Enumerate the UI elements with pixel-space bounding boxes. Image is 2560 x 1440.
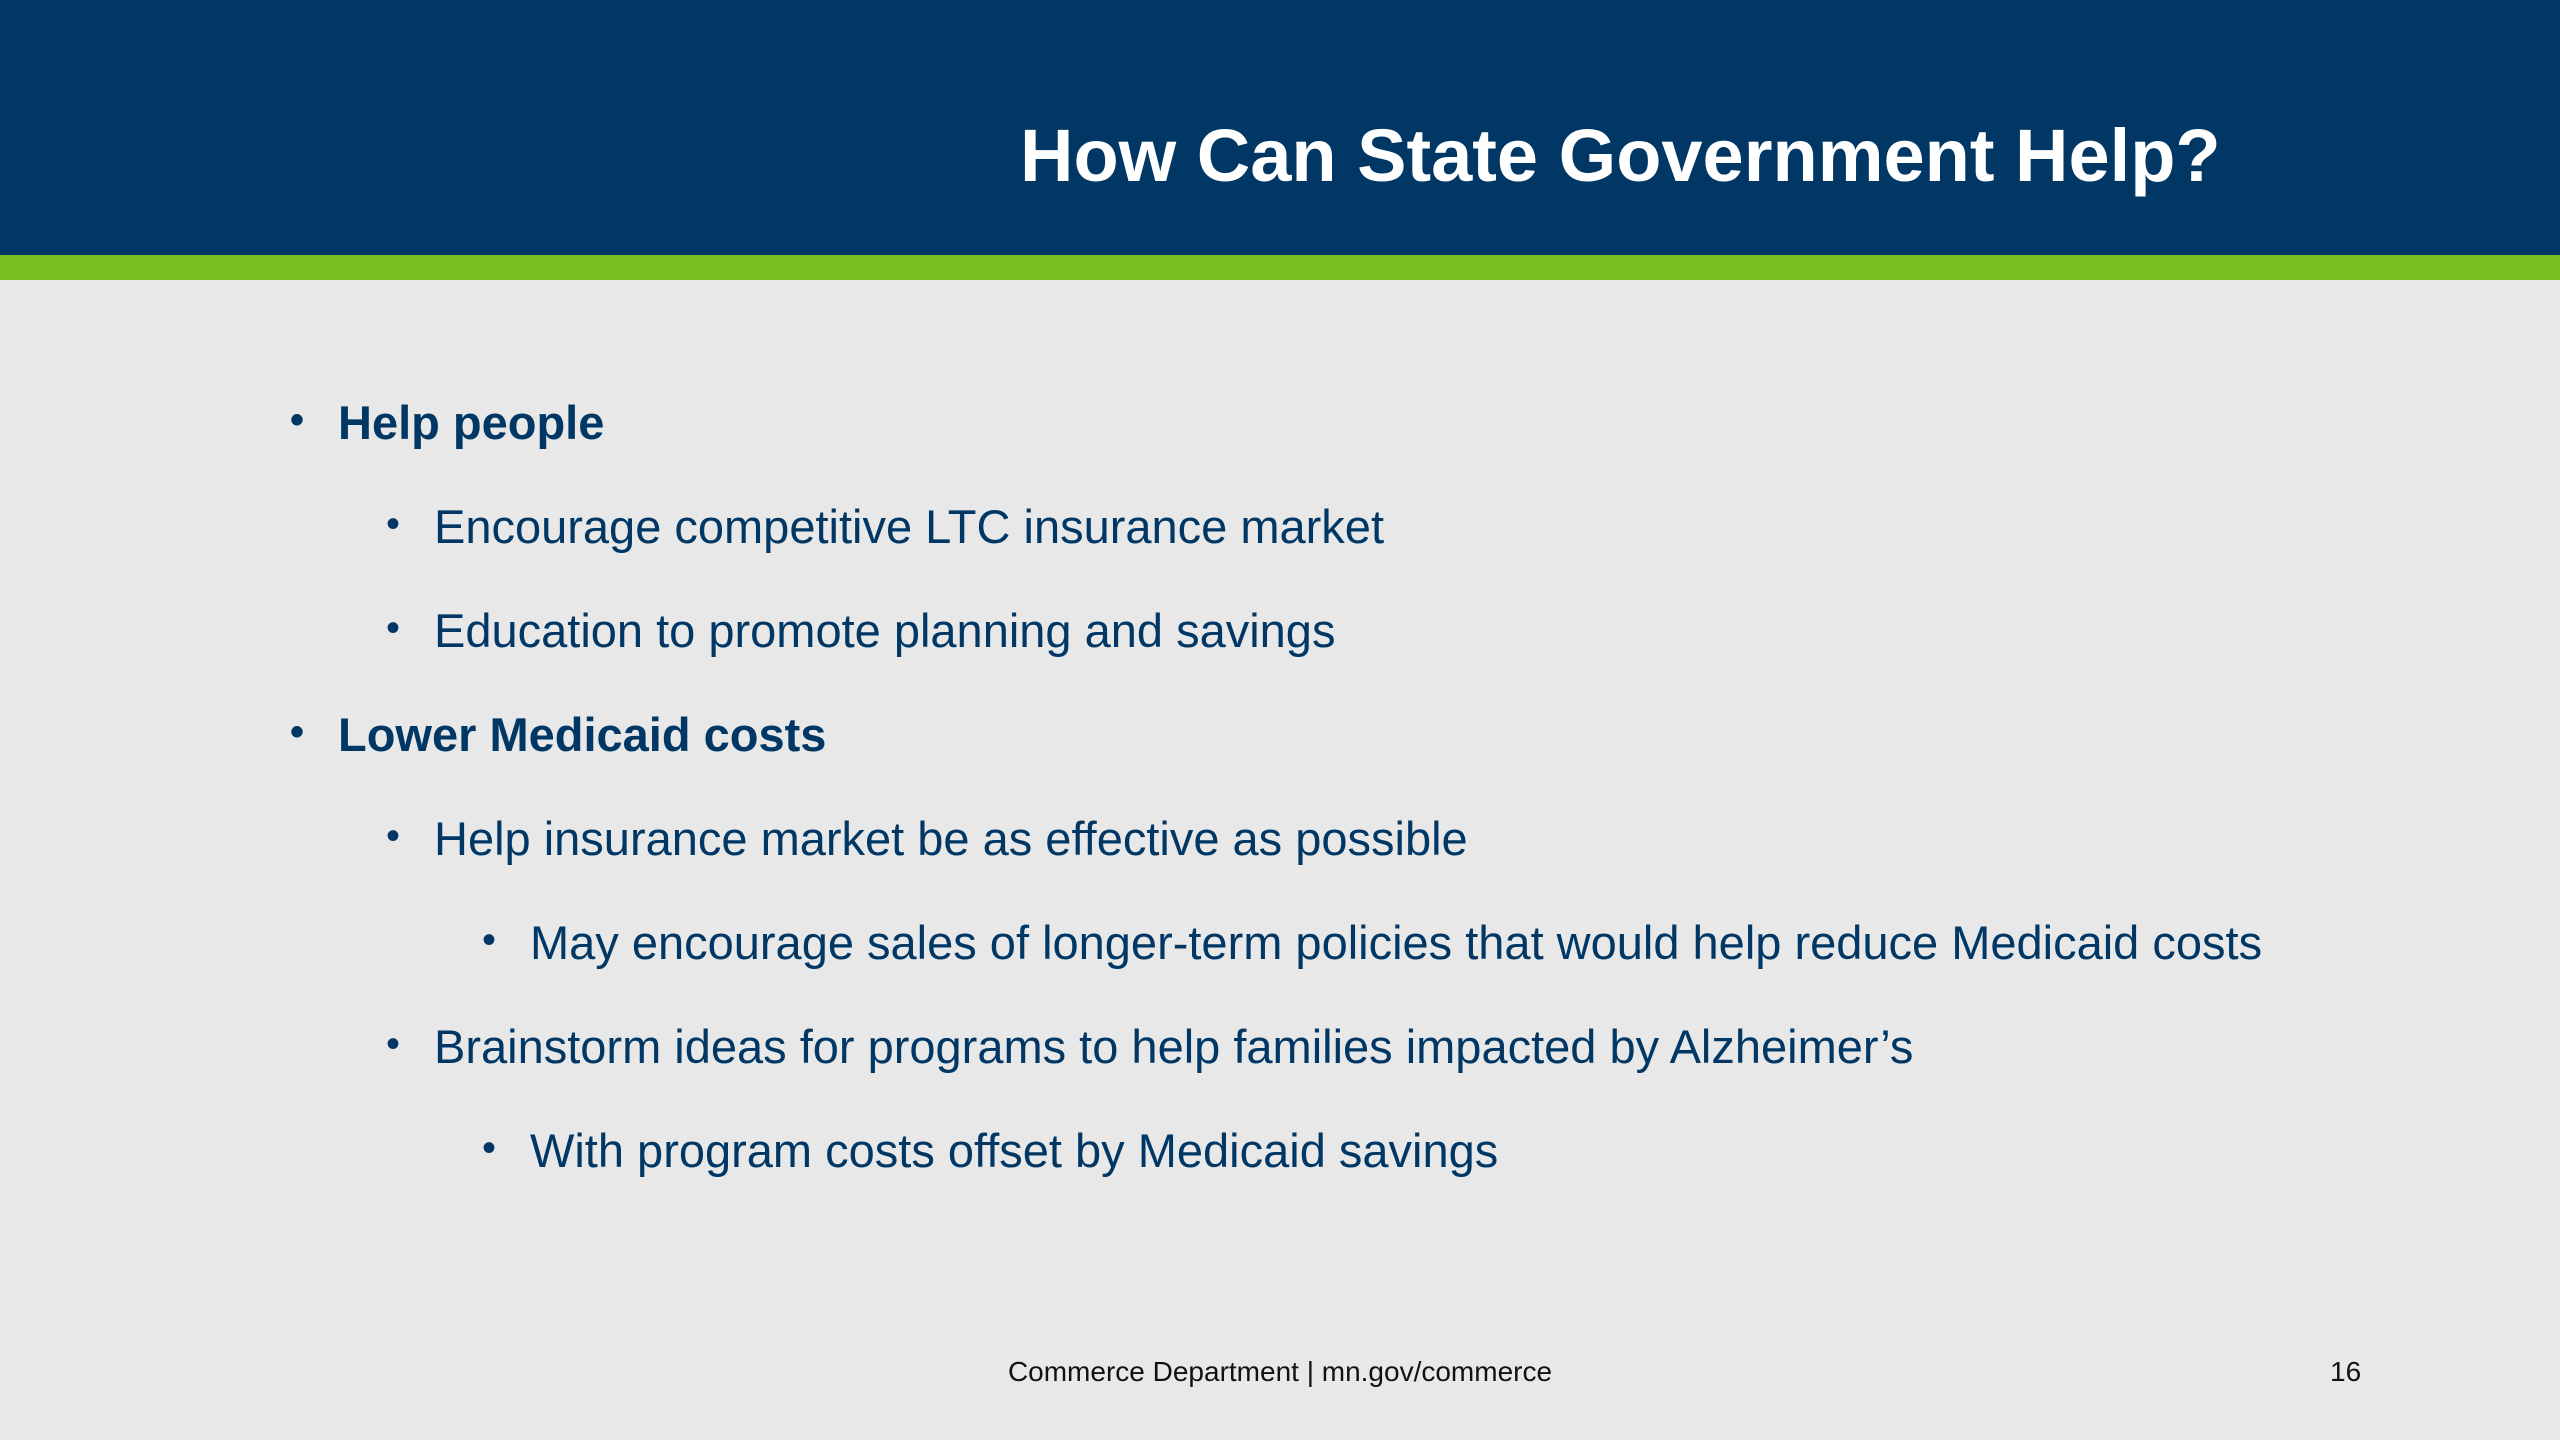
bullet-item	[386, 499, 1384, 554]
bullet-item	[386, 811, 1468, 866]
bullet-dot-icon: •	[386, 606, 401, 650]
bullet-dot-icon: •	[482, 1126, 497, 1170]
bullet-text: Help insurance market be as effective as possible	[434, 812, 1468, 865]
bullet-dot-icon: •	[482, 918, 497, 962]
bullet-dot-icon: •	[386, 814, 401, 858]
bullet-dot-icon: •	[386, 1022, 401, 1066]
bullet-item	[386, 603, 1335, 658]
bullet-item	[482, 915, 2262, 970]
bullet-text: May encourage sales of longer-term policies that would help reduce Medicaid costs	[530, 916, 2263, 969]
bullet-text: Education to promote planning and savings	[434, 604, 1336, 657]
bullet-item	[482, 1123, 1498, 1178]
bullet-dot-icon: •	[290, 398, 305, 442]
bullet-item	[386, 1019, 1913, 1074]
bullet-item	[290, 395, 604, 450]
bullet-dot-icon: •	[386, 502, 401, 546]
bullet-text: Brainstorm ideas for programs to help families impacted by Alzheimer’s	[434, 1020, 1914, 1073]
bullet-text: Help people	[338, 396, 605, 449]
page-number: 16	[2330, 1356, 2362, 1387]
bullet-text: Lower Medicaid costs	[338, 708, 827, 761]
footer-text: Commerce Department | mn.gov/commerce	[1007, 1356, 1553, 1387]
slide-title: How Can State Government Help?	[1020, 114, 2221, 197]
bullet-text: With program costs offset by Medicaid savings	[530, 1124, 1499, 1177]
bullet-text: Encourage competitive LTC insurance market	[434, 500, 1385, 553]
bullet-dot-icon: •	[290, 710, 305, 754]
bullet-item	[290, 707, 826, 762]
